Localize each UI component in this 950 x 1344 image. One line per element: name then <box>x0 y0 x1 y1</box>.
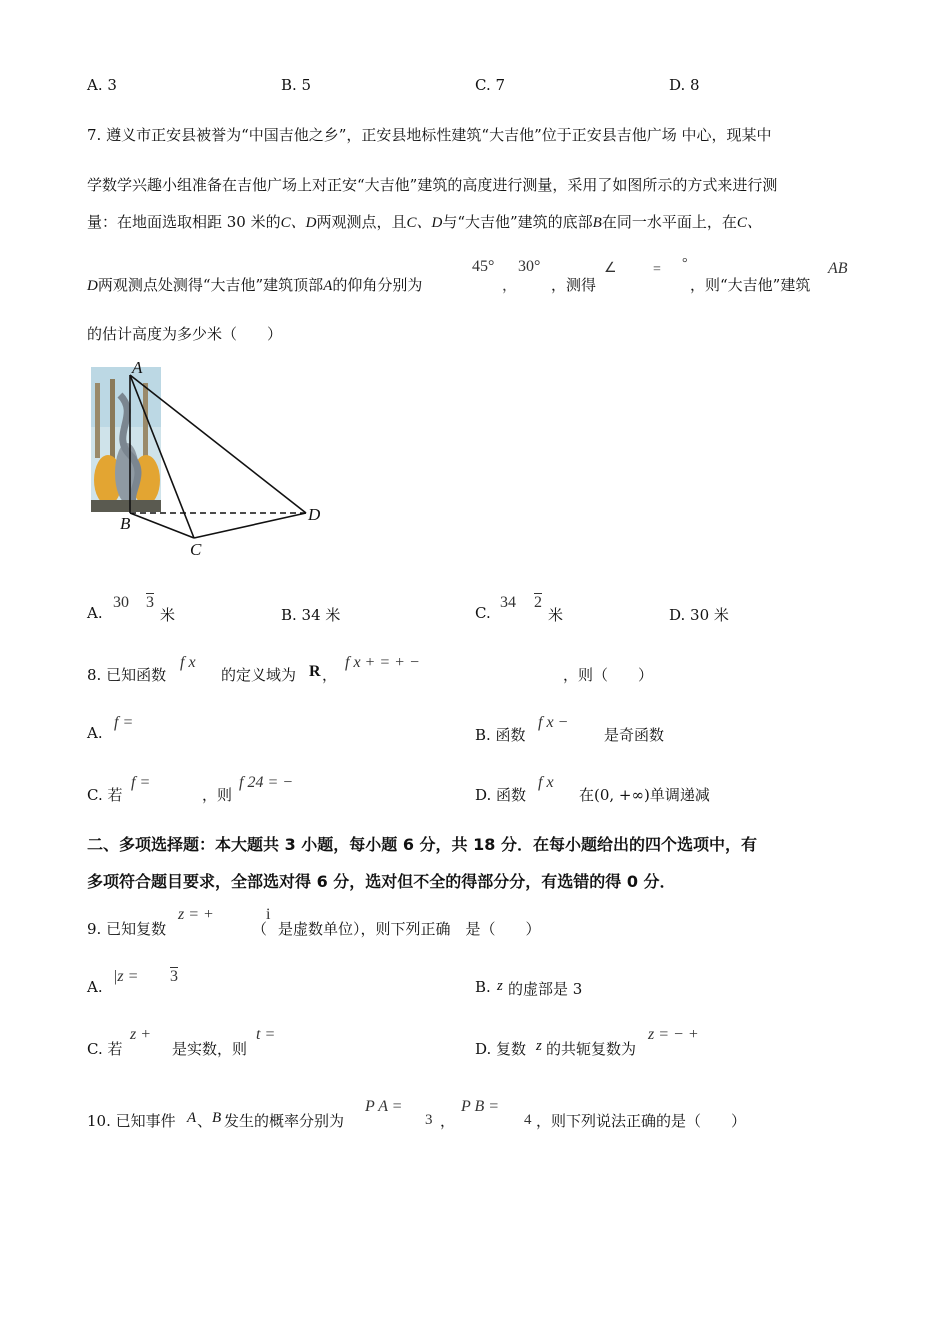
text: 的仰角分别为 <box>332 276 423 294</box>
q10-stem-b: 发生的概率分别为 <box>224 1112 345 1130</box>
q6-option-c: C. 7 <box>475 76 506 94</box>
q7-option-c-unit: 米 <box>548 606 564 624</box>
edge-bc <box>130 513 194 538</box>
q7-eq: = <box>653 262 661 277</box>
q8-comma: ， <box>322 666 338 684</box>
q9-option-c-t: t = <box>256 1026 276 1043</box>
q7-option-c-num: 34 <box>500 594 516 611</box>
q8-option-b-tail: 是奇函数 <box>604 726 665 744</box>
guitar-building-photo <box>91 367 161 512</box>
q9-z-expr: z = + <box>178 906 214 923</box>
q9-option-c-mid: 是实数，则 <box>172 1040 248 1058</box>
q7-option-a-num: 30 <box>113 594 129 611</box>
q10-stem-a: 10. 已知事件 <box>87 1112 176 1130</box>
q9-option-d-z: z <box>536 1038 542 1054</box>
q9-option-c-expr: z + <box>130 1026 152 1043</box>
q7-line-5: 的估计高度为多少米（ ） <box>87 325 283 343</box>
q9-stem-c: 是虚数单位），则下列正确 是（ ） <box>278 920 541 938</box>
q7-deg: ° <box>682 256 688 271</box>
q10-pb: P B = <box>461 1098 500 1115</box>
q8-expr: f x + = + − <box>345 654 420 671</box>
point-b: B <box>592 215 602 231</box>
point-d: D <box>87 278 98 294</box>
section2-line-2: 多项符合题目要求，全部选对得 6 分，选对但不全的得部分分，有选错的得 0 分． <box>87 872 676 891</box>
label-b: B <box>120 514 131 533</box>
q6-option-a: A. 3 <box>87 76 117 94</box>
q9-i: i <box>266 906 271 923</box>
point-c: C、 <box>736 215 762 231</box>
q9-option-a-expr: |z = <box>113 968 139 985</box>
q8-option-c-mid: ，则 <box>202 786 233 804</box>
q9-paren: （ <box>252 920 268 938</box>
q7-figure <box>80 355 340 565</box>
q7-option-c-label: C. <box>475 604 491 622</box>
q7-measured: ，测得 <box>551 276 597 294</box>
q8-domain-r: R <box>309 663 321 680</box>
q8-option-d-interval: 在(0, +∞)单调递减 <box>579 786 710 804</box>
q7-ab: AB <box>828 260 848 277</box>
label-d: D <box>308 505 321 524</box>
label-a: A <box>132 358 143 377</box>
q10-event-a: A <box>187 1110 197 1126</box>
q7-line-3 <box>87 211 762 232</box>
q9-option-a-label: A. <box>87 978 103 996</box>
text: 在同一水平面上，在 <box>601 213 737 231</box>
q6-option-d: D. 8 <box>669 76 700 94</box>
q8-fx: f x <box>180 654 196 671</box>
q8-option-c-expr2: f 24 = − <box>239 774 294 791</box>
q7-option-a-rad: 3 <box>146 594 154 611</box>
text: 两观测点处测得“大吉他”建筑顶部 <box>97 276 324 294</box>
q8-option-a-expr: f = <box>114 714 134 731</box>
edge-cd <box>194 513 306 538</box>
text: 量：在地面选取相距 30 米的 <box>87 213 281 231</box>
q7-angle-30: 30° <box>518 258 541 275</box>
text: 两观测点，且 <box>316 213 407 231</box>
q8-option-d-expr: f x <box>538 774 554 791</box>
label-c: C <box>190 540 202 559</box>
q8-stem-d: ，则（ ） <box>563 666 654 684</box>
q9-option-b-text: 的虚部是 3 <box>508 980 583 998</box>
point-cd: C、D <box>280 215 317 231</box>
q8-option-b-expr: f x − <box>538 714 569 731</box>
q10-pb-den: 4 <box>524 1112 532 1128</box>
q10-comma: ， <box>440 1112 456 1130</box>
q8-option-c-label: C. 若 <box>87 786 123 804</box>
text: 与“大吉他”建筑的底部 <box>442 213 593 231</box>
q7-option-a-unit: 米 <box>160 606 176 624</box>
q8-option-a-label: A. <box>87 724 103 742</box>
q7-angle-sym: ∠ <box>604 261 617 276</box>
section2-line-1: 二、多项选择题：本大题共 3 小题，每小题 6 分，共 18 分．在每小题给出的四个选项中，有 <box>87 835 757 854</box>
q10-stem-c: ，则下列说法正确的是（ ） <box>536 1112 747 1130</box>
q9-stem-a: 9. 已知复数 <box>87 920 167 938</box>
q9-option-c-label: C. 若 <box>87 1040 123 1058</box>
q10-pa-den: 3 <box>425 1112 433 1128</box>
q7-option-d: D. 30 米 <box>669 606 729 624</box>
q9-option-b-z: z <box>497 978 503 994</box>
q9-option-d-expr: z = − + <box>648 1026 699 1043</box>
q7-option-b: B. 34 米 <box>281 606 341 624</box>
q8-stem-b: 的定义域为 <box>221 666 297 684</box>
q7-line-1: 7. 遵义市正安县被誉为“中国吉他之乡”，正安县地标性建筑“大吉他”位于正安县吉他广场 中心，现某中 <box>87 126 772 144</box>
q10-sep: 、 <box>197 1112 213 1130</box>
point-cd: C、D <box>406 215 443 231</box>
q7-option-a-label: A. <box>87 604 103 622</box>
q7-comma: ， <box>502 278 518 294</box>
q7-line-4 <box>87 274 422 295</box>
q8-option-c-expr1: f = <box>131 774 151 791</box>
q7-line-4-tail: ，则“大吉他”建筑 <box>690 276 811 294</box>
q9-option-d-text: 的共轭复数为 <box>546 1040 637 1058</box>
q7-angle-45: 45° <box>472 258 495 275</box>
q6-option-b: B. 5 <box>281 76 312 94</box>
q8-option-b-label: B. 函数 <box>475 726 526 744</box>
q10-pa: P A = <box>365 1098 403 1115</box>
q7-option-c-rad: 2 <box>534 594 542 611</box>
q10-event-b: B <box>212 1110 222 1126</box>
q8-stem-a: 8. 已知函数 <box>87 666 167 684</box>
q9-option-a-rad: 3 <box>170 968 178 985</box>
q7-line-2: 学数学兴趣小组准备在吉他广场上对正安“大吉他”建筑的高度进行测量，采用了如图所示的方式来进行测 <box>87 176 778 194</box>
q9-option-b-label: B. <box>475 978 491 996</box>
q8-option-d-label: D. 函数 <box>475 786 527 804</box>
point-a: A <box>323 278 333 294</box>
q9-option-d-label: D. 复数 <box>475 1040 527 1058</box>
